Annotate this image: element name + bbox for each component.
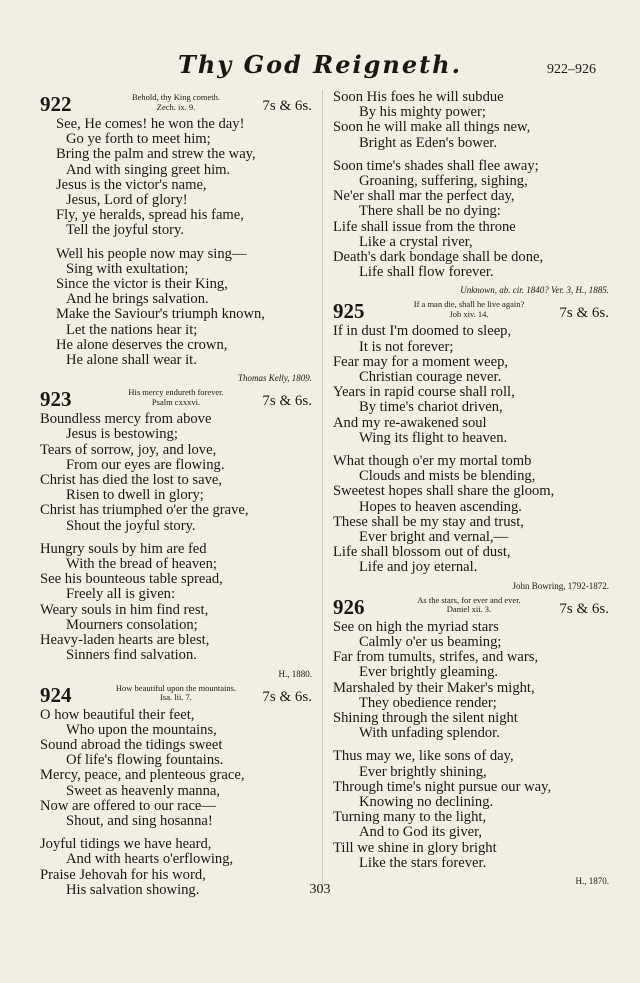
verse-line: Tears of sorrow, joy, and love, xyxy=(40,441,217,458)
verse-line: Who upon the mountains, xyxy=(66,721,217,738)
verse-line: Soon time's shades shall flee away; xyxy=(333,157,539,174)
verse-line: Calmly o'er us beaming; xyxy=(359,633,502,650)
hymn-range: 922–926 xyxy=(547,62,596,77)
meter: 7s & 6s. xyxy=(262,98,312,114)
verse-line: And he brings salvation. xyxy=(66,291,209,308)
stanza xyxy=(333,159,609,281)
verse-line: Shout the joyful story. xyxy=(66,517,196,534)
verse-line: Jesus, Lord of glory! xyxy=(66,192,188,209)
verse-line: O how beautiful their feet, xyxy=(40,706,195,723)
stanza xyxy=(333,620,609,742)
verse-line: Life and joy eternal. xyxy=(359,559,478,576)
verse-line: From our eyes are flowing. xyxy=(66,456,225,473)
verse-line: Life shall issue from the throne xyxy=(333,218,516,235)
scripture-reference: As the stars, for ever and ever. Daniel xii. 3. xyxy=(417,594,521,615)
verse-line: Fear may for a moment weep, xyxy=(333,353,509,370)
verse-line: By his mighty power; xyxy=(359,104,486,121)
hymn-926 xyxy=(333,595,609,886)
verse-line: Shining through the silent night xyxy=(333,709,518,726)
hymn-number: 923 xyxy=(40,387,72,412)
verse-line: Thus may we, like sons of day, xyxy=(333,748,514,765)
verse-line: Sing with exultation; xyxy=(66,260,189,277)
verse-line: Sound abroad the tidings sweet xyxy=(40,736,223,753)
verse-line: Jesus is bestowing; xyxy=(66,426,178,443)
verse-line: Weary souls in him find rest, xyxy=(40,601,209,618)
page-number: 303 xyxy=(309,882,331,897)
verse-line: Tell the joyful story. xyxy=(66,222,185,239)
meter: 7s & 6s. xyxy=(262,393,312,410)
hymn-number: 925 xyxy=(333,299,365,324)
verse-line: Years in rapid course shall roll, xyxy=(333,384,515,401)
scripture-reference: If a man die, shall he live again? Job xiv. 14. xyxy=(413,299,525,319)
left-column xyxy=(40,90,312,906)
hymn-number: 926 xyxy=(333,594,365,619)
verse-line: Make the Saviour's triumph known, xyxy=(56,306,265,323)
meter: 7s & 6s. xyxy=(262,688,312,705)
verse-line: Fly, ye heralds, spread his fame, xyxy=(56,207,244,224)
verse-line: Heavy-laden hearts are blest, xyxy=(40,632,210,649)
verse-line: Ever brightly shining, xyxy=(359,763,487,780)
attribution: John Bowring, 1792-1872. xyxy=(512,580,609,591)
verse-line: Christ has triumphed o'er the grave, xyxy=(40,502,249,519)
verse-line: Far from tumults, strifes, and wars, xyxy=(333,649,539,666)
attribution: H., 1880. xyxy=(278,668,312,679)
verse-line: Marshaled by their Maker's might, xyxy=(333,679,535,696)
meter: 7s & 6s. xyxy=(559,600,609,617)
verse-line: Turning many to the light, xyxy=(333,809,487,826)
verse-line: Soon he will make all things new, xyxy=(333,119,531,136)
verse-line: Freely all is given: xyxy=(66,586,176,603)
verse-line: Boundless mercy from above xyxy=(40,411,212,428)
stanza xyxy=(40,708,312,830)
verse-line: Mercy, peace, and plenteous grace, xyxy=(40,767,245,784)
verse-line: See on high the myriad stars xyxy=(333,618,499,635)
stanza xyxy=(40,247,312,369)
verse-line: Since the victor is their King, xyxy=(56,276,228,293)
verse-line: Knowing no declining. xyxy=(359,793,494,810)
verse-line: Praise Jehovah for his word, xyxy=(40,866,206,883)
stanza xyxy=(333,90,609,151)
verse-line: Life shall blossom out of dust, xyxy=(333,544,511,561)
verse-line: Jesus is the victor's name, xyxy=(56,176,207,193)
stanza xyxy=(333,749,609,871)
attribution: H., 1870. xyxy=(575,875,609,886)
verse-line: Wing its flight to heaven. xyxy=(359,429,508,446)
verse-line: His salvation showing. xyxy=(66,881,200,898)
verse-line: These shall be my stay and trust, xyxy=(333,513,524,530)
verse-line: Life shall flow forever. xyxy=(359,264,494,281)
verse-line: What though o'er my mortal tomb xyxy=(333,453,532,470)
hymn-number: 922 xyxy=(40,92,72,116)
verse-line: Of life's flowing fountains. xyxy=(66,752,224,769)
right-column xyxy=(322,90,609,890)
hymn-923 xyxy=(40,387,312,678)
verse-line: Clouds and mists be blending, xyxy=(359,468,536,485)
verse-line: He alone shall wear it. xyxy=(66,352,197,369)
verse-line: Sweet as heavenly manna, xyxy=(66,782,220,799)
verse-line: Till we shine in glory bright xyxy=(333,839,497,856)
verse-line: Death's dark bondage shall be done, xyxy=(333,249,544,266)
verse-line: Now are offered to our race— xyxy=(40,797,216,814)
verse-line: Christian courage never. xyxy=(359,369,502,386)
attribution: Unknown, ab. cir. 1840? Ver. 3, H., 1885. xyxy=(460,285,609,296)
attribution: Thomas Kelly, 1809. xyxy=(237,373,312,384)
verse-line: Ever bright and vernal,— xyxy=(359,529,509,546)
hymn-number: 924 xyxy=(40,682,72,707)
hymn-925 xyxy=(333,299,609,590)
verse-line: Ever brightly gleaming. xyxy=(359,664,499,681)
verse-line: Sinners find salvation. xyxy=(66,647,197,664)
verse-line: Through time's night pursue our way, xyxy=(333,778,552,795)
verse-line: By time's chariot driven, xyxy=(359,399,503,416)
stanza xyxy=(40,412,312,534)
verse-line: See, He comes! he won the day! xyxy=(56,116,245,132)
verse-line: Bright as Eden's bower. xyxy=(359,134,498,151)
stanza xyxy=(40,117,312,239)
verse-line: And with hearts o'erflowing, xyxy=(66,851,234,868)
verse-line: Bring the palm and strew the way, xyxy=(56,146,256,163)
verse-line: Ne'er shall mar the perfect day, xyxy=(333,188,515,205)
scripture-reference: Behold, thy King cometh. Zech. ix. 9. xyxy=(131,92,221,112)
verse-line: It is not forever; xyxy=(359,338,454,355)
verse-line: Christ has died the lost to save, xyxy=(40,472,222,489)
hymn-924 xyxy=(40,683,312,898)
verse-line: Like the stars forever. xyxy=(359,854,487,871)
verse-line: There shall be no dying: xyxy=(359,203,501,220)
verse-line: And with singing greet him. xyxy=(66,161,231,178)
stanza xyxy=(333,454,609,576)
verse-line: Go ye forth to meet him; xyxy=(66,131,211,148)
verse-line: And to God its giver, xyxy=(359,824,483,841)
verse-line: Mourners consolation; xyxy=(66,616,198,633)
verse-line: Sweetest hopes shall share the gloom, xyxy=(333,483,555,500)
verse-line: And my re-awakened soul xyxy=(333,414,487,431)
verse-line: Well his people now may sing— xyxy=(56,245,247,262)
verse-line: Soon His foes he will subdue xyxy=(333,89,504,105)
page-title: Thy God Reigneth. xyxy=(178,50,462,79)
stanza xyxy=(40,542,312,664)
verse-line: Let the nations hear it; xyxy=(66,321,198,338)
stanza xyxy=(333,324,609,446)
verse-line: Risen to dwell in glory; xyxy=(66,487,204,504)
verse-line: Shout, and sing hosanna! xyxy=(66,812,213,829)
verse-line: He alone deserves the crown, xyxy=(56,336,228,353)
scripture-reference: His mercy endureth forever. Psalm cxxxvi. xyxy=(128,387,224,407)
verse-line: Groaning, suffering, sighing, xyxy=(359,173,528,190)
verse-line: With the bread of heaven; xyxy=(66,556,217,573)
verse-line: Hopes to heaven ascending. xyxy=(359,498,522,515)
verse-line: See his bounteous table spread, xyxy=(40,571,223,588)
verse-line: With unfading splendor. xyxy=(359,725,500,742)
hymn-922 xyxy=(40,92,312,383)
hymn-924-continued xyxy=(333,90,609,295)
meter: 7s & 6s. xyxy=(559,305,609,322)
verse-line: Hungry souls by him are fed xyxy=(40,540,207,557)
scripture-reference: How beautiful upon the mountains. Isa. lii. 7. xyxy=(115,682,237,702)
verse-line: Like a crystal river, xyxy=(359,233,473,250)
verse-line: If in dust I'm doomed to sleep, xyxy=(333,323,512,340)
verse-line: Joyful tidings we have heard, xyxy=(40,836,212,853)
verse-line: They obedience render; xyxy=(359,694,497,711)
